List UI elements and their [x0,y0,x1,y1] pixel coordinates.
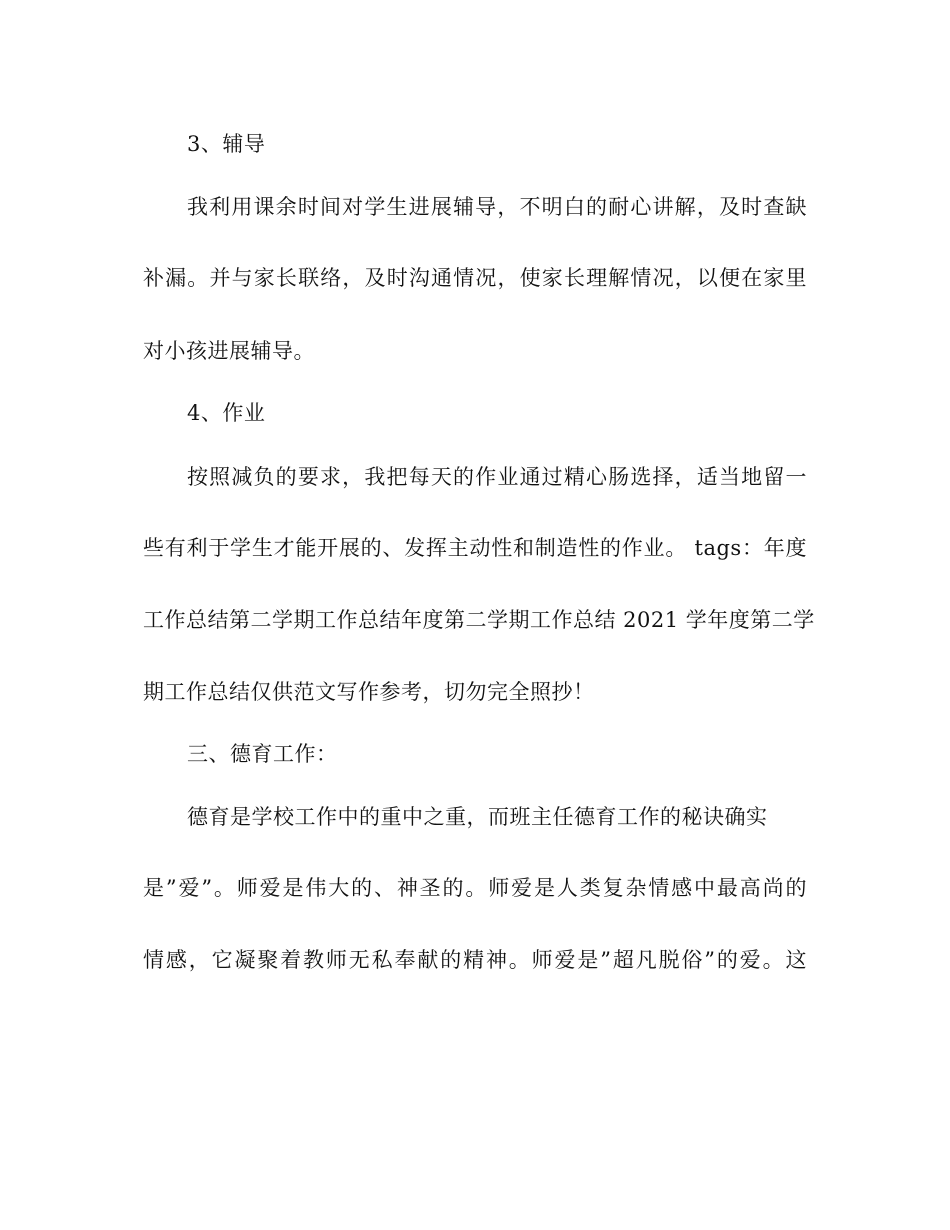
paragraph-line: 是”爱”。师爱是伟大的、神圣的。师爱是人类复杂情感中最高尚的 [143,876,807,900]
section-heading-moral-education: 三、德育工作： [187,742,338,766]
paragraph-line: 对小孩进展辅导。 [143,339,315,363]
paragraph-line: 按照减负的要求，我把每天的作业通过精心肠选择，适当地留一 [187,465,807,489]
paragraph-line: 德育是学校工作中的重中之重，而班主任德育工作的秘诀确实 [187,805,768,829]
paragraph-line: 情感，它凝聚着教师无私奉献的精神。师爱是”超凡脱俗”的爱。这 [143,948,807,972]
paragraph-line: 工作总结第二学期工作总结年度第二学期工作总结 2021 学年度第二学 [143,608,815,632]
paragraph-line: 补漏。并与家长联络，及时沟通情况，使家长理解情况，以便在家里 [143,266,807,290]
paragraph-line: 期工作总结仅供范文写作参考，切勿完全照抄！ [143,680,595,704]
section-heading-homework: 4、作业 [187,401,266,425]
paragraph-line: 些有利于学生才能开展的、发挥主动性和制造性的作业。 tags：年度 [143,536,807,560]
paragraph-line: 我利用课余时间对学生进展辅导，不明白的耐心讲解，及时查缺 [187,195,807,219]
section-heading-tutoring: 3、辅导 [187,132,266,156]
